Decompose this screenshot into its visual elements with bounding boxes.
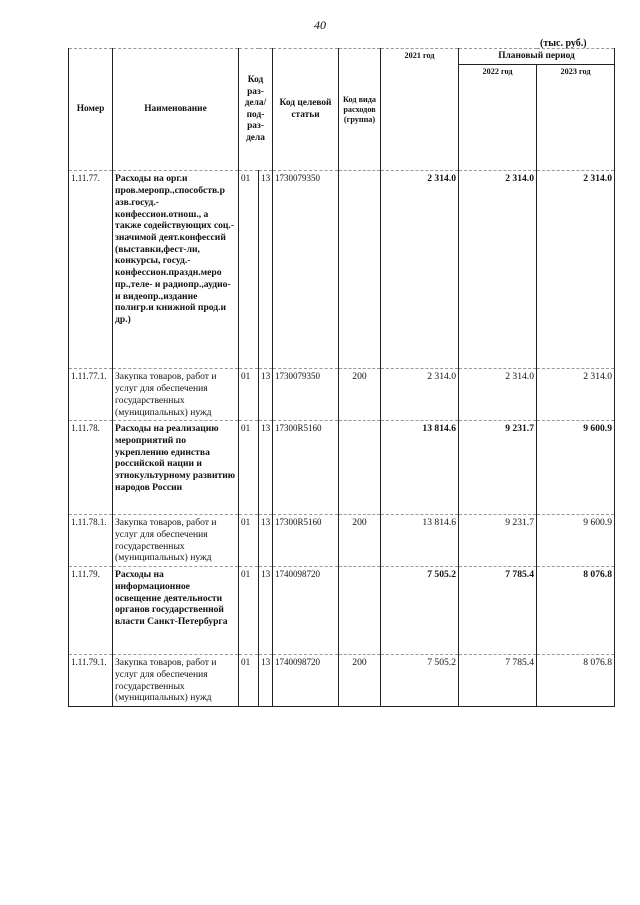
row-value-2023: 8 076.8 [537, 655, 615, 707]
row-target-code: 17300R5160 [273, 421, 339, 515]
row-section: 01 [239, 369, 259, 421]
table-row [69, 421, 615, 515]
row-value-2023: 2 314.0 [537, 369, 615, 421]
row-target-code: 17300R5160 [273, 515, 339, 567]
row-number: 1.11.77. [69, 171, 113, 369]
row-target-code: 1740098720 [273, 655, 339, 707]
row-value-2022: 2 314.0 [459, 171, 537, 369]
header-year-2021: 2021 год [381, 49, 459, 171]
header-expense-code: Код вида расходов (группа) [339, 49, 381, 171]
row-name: Закупка товаров, работ и услуг для обеспечения государственных (муниципальных) нужд [113, 515, 239, 567]
table-body [69, 171, 615, 706]
row-value-2022: 9 231.7 [459, 421, 537, 515]
row-number: 1.11.78. [69, 421, 113, 515]
row-target-code: 1740098720 [273, 567, 339, 655]
row-number: 1.11.79.1. [69, 655, 113, 707]
row-expense-code [339, 567, 381, 655]
table-row [69, 171, 615, 369]
row-value-2021: 13 814.6 [381, 421, 459, 515]
table-row [69, 567, 615, 655]
row-subsection: 13 [259, 171, 273, 369]
row-value-2021: 7 505.2 [381, 655, 459, 707]
row-value-2022: 2 314.0 [459, 369, 537, 421]
units-label: (тыс. руб.) [540, 38, 587, 49]
row-target-code: 1730079350 [273, 369, 339, 421]
header-year-2023: 2023 год [537, 65, 615, 171]
row-value-2021: 2 314.0 [381, 171, 459, 369]
header-name: Наименование [113, 49, 239, 171]
row-subsection: 13 [259, 369, 273, 421]
row-section: 01 [239, 567, 259, 655]
header-plan-period: Плановый период [459, 49, 615, 65]
header-year-2022: 2022 год [459, 65, 537, 171]
row-value-2022: 7 785.4 [459, 655, 537, 707]
table-row [69, 515, 615, 567]
header-number: Номер [69, 49, 113, 171]
row-subsection: 13 [259, 421, 273, 515]
row-section: 01 [239, 171, 259, 369]
row-value-2021: 2 314.0 [381, 369, 459, 421]
row-subsection: 13 [259, 515, 273, 567]
header-section-code: Код раз-дела/ под-раз-дела [239, 49, 273, 171]
row-number: 1.11.78.1. [69, 515, 113, 567]
row-expense-code: 200 [339, 515, 381, 567]
row-subsection: 13 [259, 655, 273, 707]
row-value-2021: 13 814.6 [381, 515, 459, 567]
row-name: Закупка товаров, работ и услуг для обеспечения государственных (муниципальных) нужд [113, 369, 239, 421]
row-name: Расходы на информационное освещение деятельности органов государственной власти Санкт-Петербурга [113, 567, 239, 655]
row-expense-code [339, 171, 381, 369]
row-expense-code: 200 [339, 369, 381, 421]
row-section: 01 [239, 421, 259, 515]
row-value-2023: 9 600.9 [537, 515, 615, 567]
row-number: 1.11.77.1. [69, 369, 113, 421]
row-expense-code: 200 [339, 655, 381, 707]
table-row [69, 655, 615, 707]
row-value-2023: 8 076.8 [537, 567, 615, 655]
row-number: 1.11.79. [69, 567, 113, 655]
row-value-2023: 2 314.0 [537, 171, 615, 369]
header-target-code: Код целевой статьи [273, 49, 339, 171]
row-value-2022: 7 785.4 [459, 567, 537, 655]
row-expense-code [339, 421, 381, 515]
row-name: Расходы на орг.и пров.меропр.,способств.р азв.госуд.-конфессион.отнош., а также содействующих соц.-значимой деят.конфессий (выставки,фест-ли, конкурсы, госуд.-конфессион.праздн.меро пр.,теле- и радиопр.,аудио- и видеопр.,издание полигр.и книжной прод.и др.) [113, 171, 239, 369]
row-value-2022: 9 231.7 [459, 515, 537, 567]
row-section: 01 [239, 515, 259, 567]
row-section: 01 [239, 655, 259, 707]
budget-table [68, 48, 615, 707]
row-target-code: 1730079350 [273, 171, 339, 369]
row-subsection: 13 [259, 567, 273, 655]
row-name: Расходы на реализацию мероприятий по укреплению единства российской нации и этнокультурному развитию народов России [113, 421, 239, 515]
table-row [69, 369, 615, 421]
row-name: Закупка товаров, работ и услуг для обеспечения государственных (муниципальных) нужд [113, 655, 239, 707]
page-number: 40 [314, 18, 326, 32]
row-value-2023: 9 600.9 [537, 421, 615, 515]
row-value-2021: 7 505.2 [381, 567, 459, 655]
